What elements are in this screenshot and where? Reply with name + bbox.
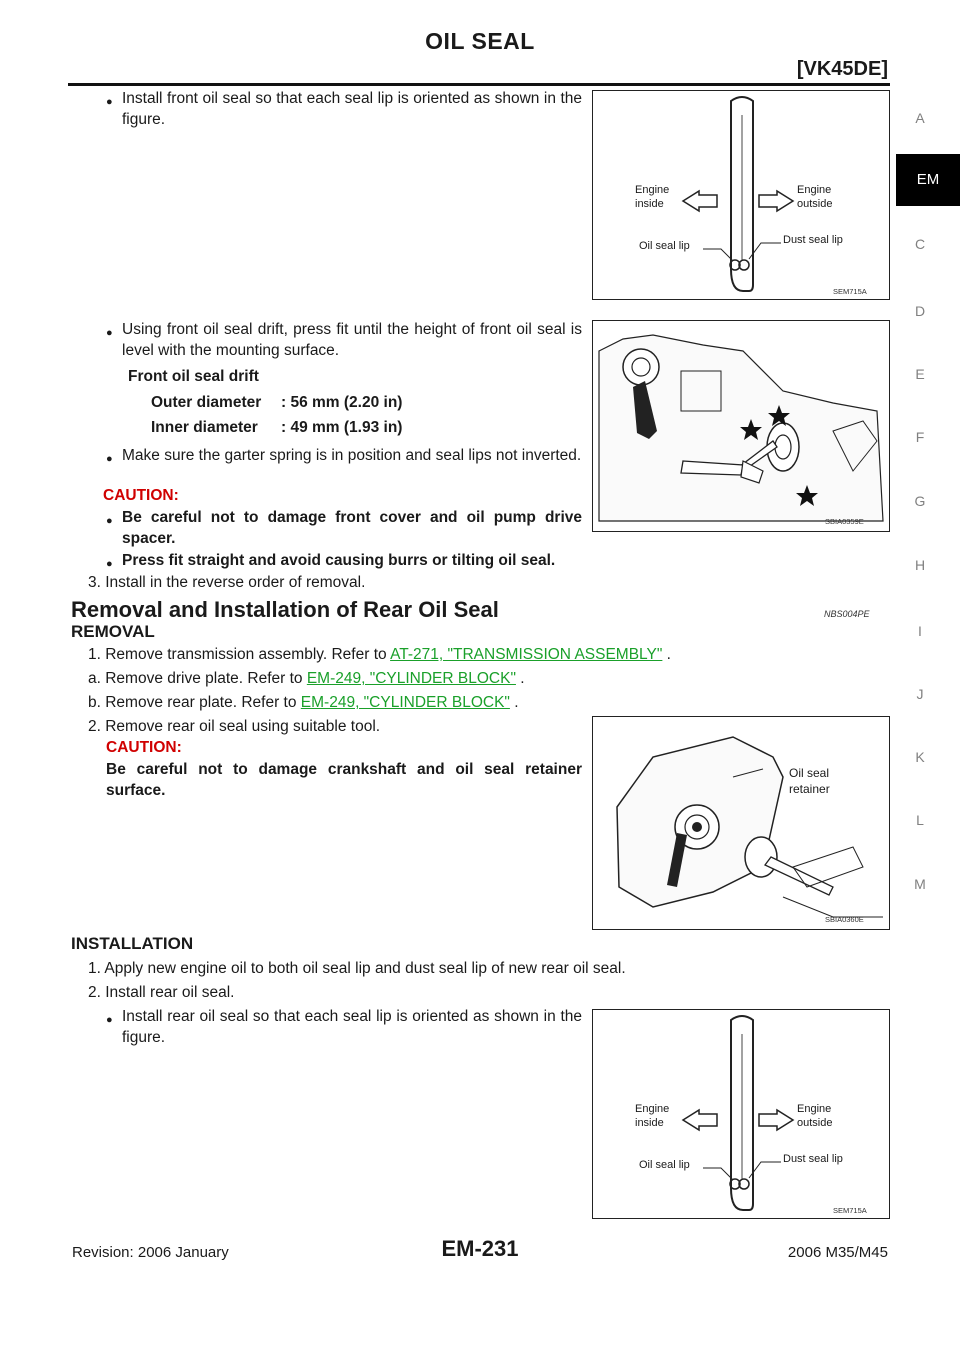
subheading-removal: REMOVAL: [71, 622, 155, 641]
caution-text-rear: Be careful not to damage crankshaft and oil seal retainer surface.: [106, 761, 582, 799]
bullet-rear-orient: [106, 1006, 582, 1048]
drift-spec-title: Front oil seal drift: [128, 368, 259, 385]
side-index-a[interactable]: A: [915, 110, 925, 126]
drift-inner-label: Inner diameter: [151, 419, 258, 436]
front-drift-illustration: [593, 321, 889, 531]
caution-text: Press fit straight and avoid causing burrs or tilting oil seal.: [122, 552, 556, 569]
link-cylinder-block-2[interactable]: EM-249, "CYLINDER BLOCK": [300, 694, 510, 711]
label-oil-seal-lip: Oil seal lip: [639, 1159, 690, 1171]
footer-model: 2006 M35/M45: [787, 1244, 888, 1261]
bullet-dot-icon: ●: [106, 327, 113, 339]
side-index-k[interactable]: K: [915, 749, 925, 765]
label-oil-seal-retainer: Oil seal retainer: [789, 766, 830, 796]
link-cylinder-block[interactable]: EM-249, "CYLINDER BLOCK": [306, 670, 516, 687]
side-index-e[interactable]: E: [915, 366, 925, 382]
bullet-dot-icon: ●: [106, 96, 113, 108]
side-index-c[interactable]: C: [914, 236, 926, 252]
figure-seal-lip-front: [592, 90, 890, 300]
figure-front-oil-seal-drift: [592, 320, 890, 532]
side-index-g[interactable]: G: [914, 493, 926, 509]
bullet-dot-icon: ●: [106, 515, 113, 527]
figure-seal-lip-rear: [592, 1009, 890, 1219]
section-code: NBS004PE: [824, 609, 870, 619]
label-dust-seal-lip: Dust seal lip: [783, 234, 843, 246]
rear-removal-illustration: [593, 717, 889, 929]
footer-revision: Revision: 2006 January: [72, 1244, 229, 1261]
label-engine-outside: Engine outside: [797, 1103, 833, 1129]
drift-inner-value: : 49 mm (1.93 in): [281, 419, 403, 436]
bullet-dot-icon: ●: [106, 558, 113, 570]
install-step-1: 1. Apply new engine oil to both oil seal lip and dust seal lip of new rear oil seal.: [88, 960, 626, 977]
label-oil-seal-lip: Oil seal lip: [639, 240, 690, 252]
bullet-text: Install front oil seal so that each seal lip is oriented as shown in the figure.: [122, 90, 582, 128]
bullet-garter-spring: [106, 445, 582, 466]
bullet-text: Install rear oil seal so that each seal lip is oriented as shown in the figure.: [122, 1008, 582, 1046]
step-text-end: .: [509, 694, 519, 711]
caution-item-press-fit: [106, 550, 622, 571]
side-index-j[interactable]: J: [916, 686, 924, 702]
figure-code: SEM715A: [833, 287, 867, 296]
label-engine-inside: Engine inside: [635, 1103, 670, 1129]
step-text: b. Remove rear plate. Refer to: [88, 694, 301, 711]
subheading-installation: INSTALLATION: [71, 934, 194, 953]
removal-step-2: 2. Remove rear oil seal using suitable tool.: [88, 718, 381, 735]
side-index-i[interactable]: I: [918, 623, 922, 639]
caution-label: CAUTION:: [103, 487, 179, 504]
removal-step-b: [88, 692, 519, 713]
footer-page-number: EM-231: [441, 1236, 519, 1261]
step-text-end: .: [662, 646, 671, 663]
side-index-em-active[interactable]: EM: [896, 154, 960, 206]
side-index-d[interactable]: D: [914, 303, 926, 319]
bullet-front-drift: [106, 319, 582, 361]
label-dust-seal-lip: Dust seal lip: [783, 1153, 843, 1165]
step-3: 3. Install in the reverse order of removal.: [88, 574, 366, 591]
side-index-h[interactable]: H: [914, 557, 926, 573]
link-transmission-assembly[interactable]: AT-271, "TRANSMISSION ASSEMBLY": [390, 646, 663, 663]
engine-code: [VK45DE]: [796, 58, 888, 80]
bullet-front-orient: [106, 88, 582, 130]
figure-rear-oil-seal-removal: [592, 716, 890, 930]
label-engine-inside: Engine inside: [635, 184, 670, 210]
caution-label-rear: CAUTION:: [106, 739, 182, 756]
bullet-text: Using front oil seal drift, press fit until the height of front oil seal is level with the mounting surface.: [122, 321, 582, 359]
step-text: 1. Remove transmission assembly. Refer to: [88, 646, 391, 663]
removal-step-1: [88, 644, 671, 665]
removal-step-a: [88, 668, 525, 689]
bullet-text: Make sure the garter spring is in position and seal lips not inverted.: [122, 447, 582, 464]
side-index-l[interactable]: L: [916, 812, 924, 828]
drift-outer-label: Outer diameter: [151, 394, 262, 411]
drift-outer-value: : 56 mm (2.20 in): [281, 394, 403, 411]
install-step-2: 2. Install rear oil seal.: [88, 984, 235, 1001]
caution-text: Be careful not to damage front cover and oil pump drive spacer.: [122, 509, 582, 547]
step-text-end: .: [515, 670, 525, 687]
caution-item-front-cover: [106, 507, 582, 549]
bullet-dot-icon: ●: [106, 453, 113, 465]
bullet-dot-icon: ●: [106, 1014, 113, 1026]
header-divider: [68, 83, 890, 86]
step-text: a. Remove drive plate. Refer to: [88, 670, 307, 687]
figure-code: SBIA0360E: [825, 915, 864, 924]
section-heading-rear-oil-seal: Removal and Installation of Rear Oil Seal: [71, 597, 499, 622]
figure-code: SEM715A: [833, 1206, 867, 1215]
label-engine-outside: Engine outside: [797, 184, 833, 210]
figure-code: SBIA0359E: [825, 517, 864, 526]
side-index-m[interactable]: M: [914, 876, 926, 892]
side-index-f[interactable]: F: [915, 429, 925, 445]
page-title: OIL SEAL: [425, 28, 535, 54]
